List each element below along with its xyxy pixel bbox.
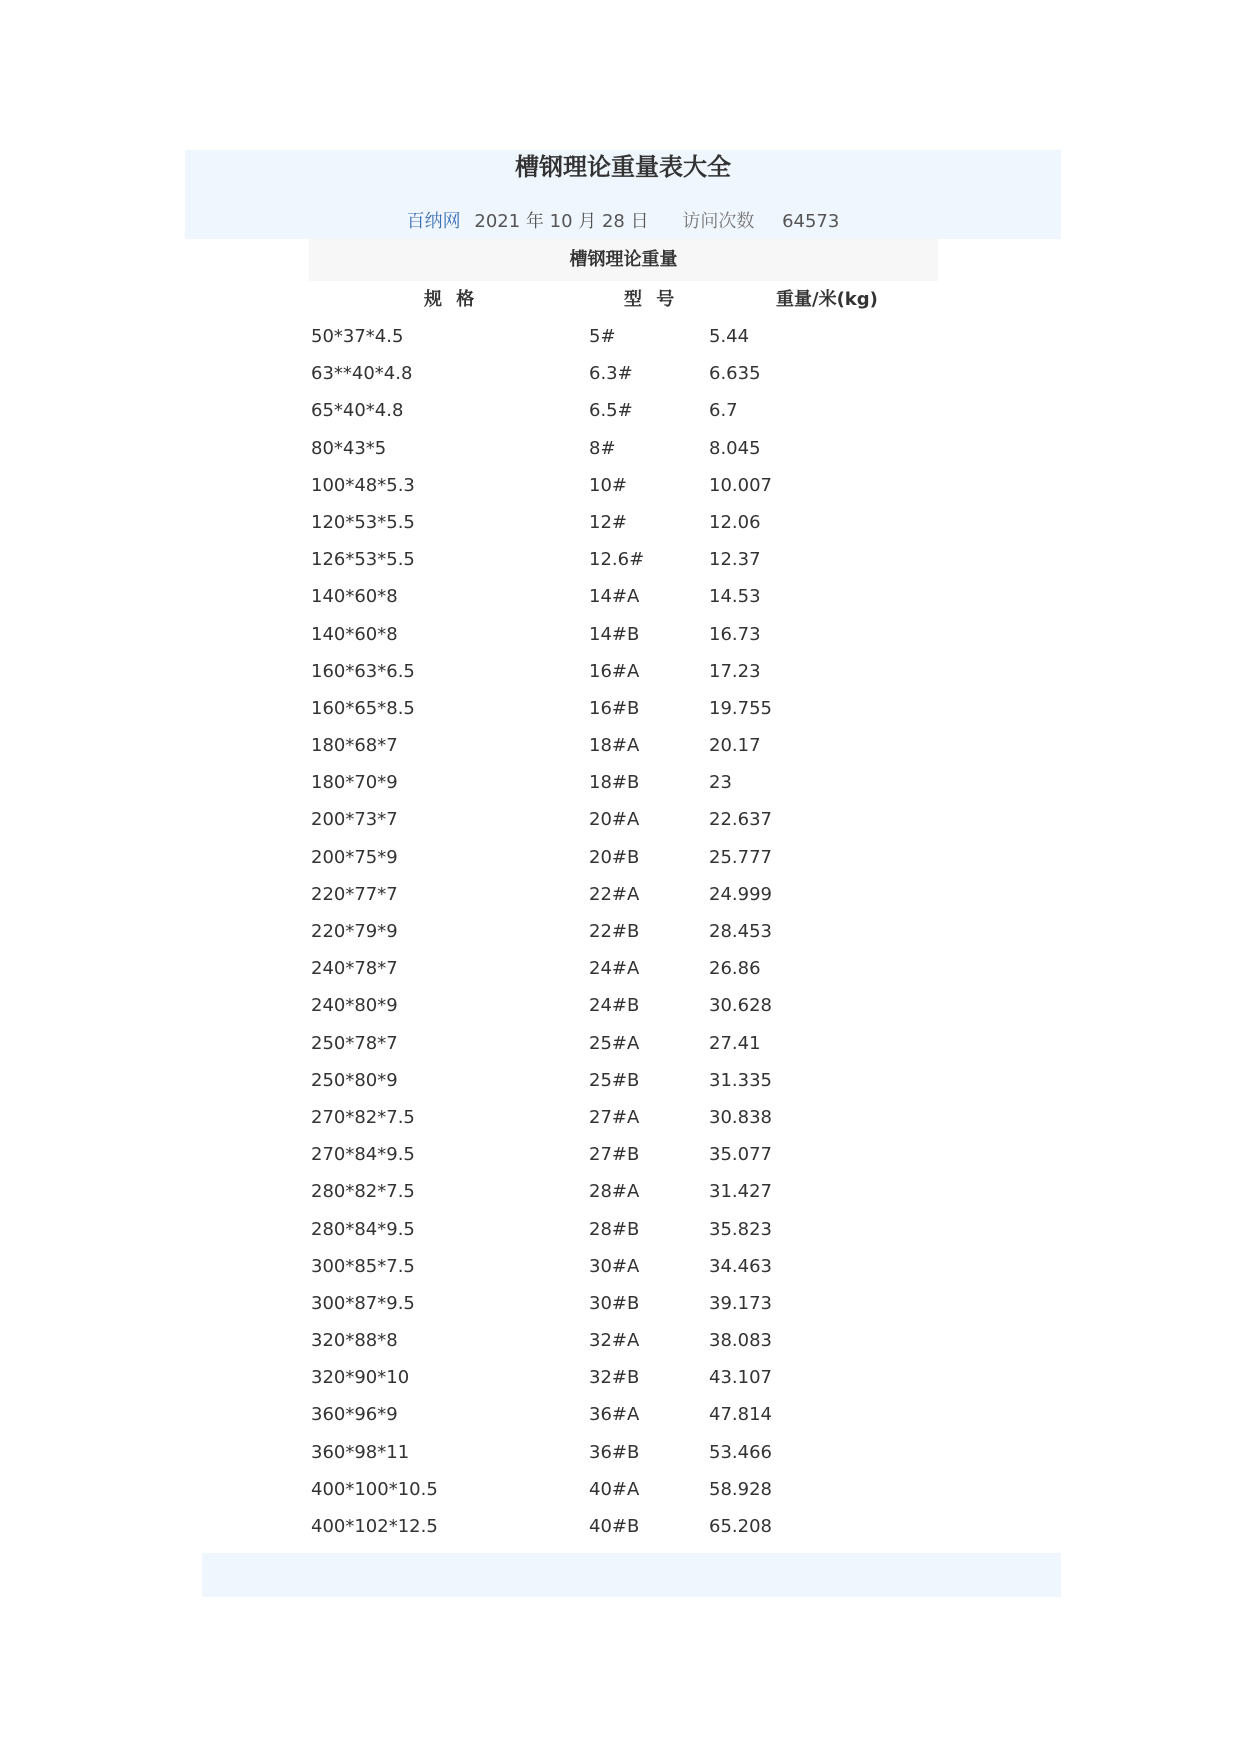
- table-row: [309, 876, 938, 913]
- cell-model: 22#B: [589, 921, 640, 942]
- cell-model: 36#B: [589, 1441, 640, 1463]
- table-row: [309, 987, 938, 1024]
- table-row: [309, 1248, 938, 1285]
- cell-spec: 270*84*9.5: [311, 1144, 415, 1166]
- cell-spec: 300*85*7.5: [311, 1255, 415, 1277]
- weight-table: [309, 239, 938, 1545]
- table-row: [309, 430, 938, 467]
- cell-model: 40#A: [589, 1478, 640, 1500]
- table-row: [309, 950, 938, 987]
- cell-weight: 28.453: [709, 921, 772, 942]
- cell-model: 24#B: [589, 995, 640, 1017]
- cell-weight: 5.44: [709, 326, 750, 347]
- cell-weight: 27.41: [709, 1032, 761, 1054]
- cell-model: 27#A: [589, 1106, 640, 1128]
- cell-weight: 38.083: [709, 1330, 772, 1352]
- cell-model: 22#A: [589, 883, 640, 905]
- table-row: [309, 1396, 938, 1433]
- table-row: [309, 1136, 938, 1173]
- cell-model: 32#A: [589, 1330, 640, 1352]
- cell-spec: 400*102*12.5: [311, 1516, 438, 1537]
- cell-weight: 23: [709, 772, 732, 794]
- table-row: [309, 764, 938, 801]
- cell-model: 20#B: [589, 846, 640, 868]
- cell-model: 6.3#: [589, 363, 633, 385]
- visits-count: 64573: [782, 211, 840, 232]
- cell-spec: 270*82*7.5: [311, 1106, 415, 1128]
- cell-weight: 47.814: [709, 1404, 772, 1426]
- cell-spec: 80*43*5: [311, 437, 387, 459]
- cell-model: 14#B: [589, 623, 640, 645]
- cell-spec: 65*40*4.8: [311, 400, 404, 422]
- cell-spec: 160*63*6.5: [311, 660, 415, 682]
- cell-weight: 31.335: [709, 1069, 772, 1091]
- cell-spec: 280*84*9.5: [311, 1218, 415, 1240]
- cell-spec: 180*68*7: [311, 735, 398, 757]
- cell-spec: 220*79*9: [311, 921, 398, 942]
- cell-weight: 35.077: [709, 1144, 772, 1166]
- cell-spec: 250*78*7: [311, 1032, 398, 1054]
- table-row: [309, 1285, 938, 1322]
- table-row: [309, 318, 938, 355]
- table-row: [309, 578, 938, 615]
- table-body: [309, 318, 938, 1545]
- cell-model: 12#: [589, 511, 627, 533]
- cell-spec: 140*60*8: [311, 623, 398, 645]
- cell-model: 18#B: [589, 772, 640, 794]
- cell-weight: 26.86: [709, 958, 761, 980]
- cell-weight: 53.466: [709, 1441, 772, 1463]
- cell-model: 18#A: [589, 735, 640, 757]
- table-row: [309, 653, 938, 690]
- header-model: 型 号: [624, 289, 679, 310]
- cell-spec: 126*53*5.5: [311, 549, 415, 571]
- cell-model: 28#B: [589, 1218, 640, 1240]
- table-row: [309, 392, 938, 429]
- source-link[interactable]: 百纳网: [406, 211, 461, 232]
- cell-weight: 58.928: [709, 1478, 772, 1500]
- cell-spec: 400*100*10.5: [311, 1478, 438, 1500]
- cell-weight: 39.173: [709, 1292, 772, 1314]
- cell-weight: 22.637: [709, 809, 772, 831]
- cell-spec: 360*98*11: [311, 1441, 410, 1463]
- cell-weight: 12.37: [709, 549, 761, 571]
- cell-weight: 14.53: [709, 586, 761, 608]
- table-row: [309, 541, 938, 578]
- cell-spec: 63**40*4.8: [311, 363, 413, 385]
- cell-spec: 300*87*9.5: [311, 1292, 415, 1314]
- table-row: [309, 1099, 938, 1136]
- cell-weight: 17.23: [709, 660, 761, 682]
- cell-spec: 280*82*7.5: [311, 1181, 415, 1203]
- cell-spec: 250*80*9: [311, 1069, 398, 1091]
- cell-model: 8#: [589, 437, 616, 459]
- table-row: [309, 355, 938, 392]
- cell-model: 12.6#: [589, 549, 645, 571]
- footer-band: [202, 1553, 1061, 1597]
- cell-model: 10#: [589, 474, 627, 496]
- cell-model: 24#A: [589, 958, 640, 980]
- cell-model: 6.5#: [589, 400, 633, 422]
- cell-weight: 6.635: [709, 363, 761, 385]
- cell-spec: 180*70*9: [311, 772, 398, 794]
- table-row: [309, 1471, 938, 1508]
- table-row: [309, 616, 938, 653]
- article-meta: [185, 208, 1061, 236]
- cell-model: 36#A: [589, 1404, 640, 1426]
- cell-weight: 12.06: [709, 511, 761, 533]
- cell-model: 27#B: [589, 1144, 640, 1166]
- cell-weight: 30.838: [709, 1106, 772, 1128]
- cell-weight: 30.628: [709, 995, 772, 1017]
- cell-spec: 50*37*4.5: [311, 326, 404, 347]
- cell-spec: 320*90*10: [311, 1367, 410, 1389]
- cell-spec: 160*65*8.5: [311, 697, 415, 719]
- cell-weight: 24.999: [709, 883, 772, 905]
- cell-model: 32#B: [589, 1367, 640, 1389]
- cell-weight: 43.107: [709, 1367, 772, 1389]
- table-row: [309, 1173, 938, 1210]
- table-row: [309, 467, 938, 504]
- cell-spec: 360*96*9: [311, 1404, 398, 1426]
- cell-spec: 240*80*9: [311, 995, 398, 1017]
- cell-weight: 10.007: [709, 474, 772, 496]
- table-row: [309, 1508, 938, 1545]
- table-caption: 槽钢理论重量: [309, 239, 938, 281]
- cell-weight: 8.045: [709, 437, 761, 459]
- table-row: [309, 1434, 938, 1471]
- table-row: [309, 1062, 938, 1099]
- cell-model: 16#B: [589, 697, 640, 719]
- page-title: 槽钢理论重量表大全: [515, 153, 731, 181]
- cell-spec: 320*88*8: [311, 1330, 398, 1352]
- cell-spec: 120*53*5.5: [311, 511, 415, 533]
- table-row: [309, 690, 938, 727]
- cell-model: 25#B: [589, 1069, 640, 1091]
- table-row: [309, 1322, 938, 1359]
- cell-model: 30#A: [589, 1255, 640, 1277]
- cell-weight: 35.823: [709, 1218, 772, 1240]
- table-header-row: [309, 281, 938, 318]
- table-row: [309, 1359, 938, 1396]
- table-row: [309, 1211, 938, 1248]
- cell-spec: 200*75*9: [311, 846, 398, 868]
- cell-weight: 31.427: [709, 1181, 772, 1203]
- cell-model: 25#A: [589, 1032, 640, 1054]
- cell-spec: 240*78*7: [311, 958, 398, 980]
- cell-spec: 100*48*5.3: [311, 474, 415, 496]
- table-row: [309, 504, 938, 541]
- cell-model: 5#: [589, 326, 616, 347]
- cell-spec: 140*60*8: [311, 586, 398, 608]
- header-weight: 重量/米(kg): [776, 289, 878, 310]
- cell-model: 30#B: [589, 1292, 640, 1314]
- publish-date: 2021 年 10 月 28 日: [474, 211, 649, 232]
- cell-spec: 200*73*7: [311, 809, 398, 831]
- table-row: [309, 839, 938, 876]
- visits-label: 访问次数: [682, 211, 755, 232]
- cell-weight: 65.208: [709, 1516, 772, 1537]
- table-row: [309, 1025, 938, 1062]
- header-spec: 规 格: [424, 289, 479, 310]
- cell-weight: 19.755: [709, 697, 772, 719]
- cell-model: 20#A: [589, 809, 640, 831]
- cell-spec: 220*77*7: [311, 883, 398, 905]
- cell-model: 14#A: [589, 586, 640, 608]
- cell-model: 16#A: [589, 660, 640, 682]
- cell-weight: 16.73: [709, 623, 761, 645]
- table-row: [309, 727, 938, 764]
- table-row: [309, 801, 938, 838]
- cell-model: 40#B: [589, 1516, 640, 1537]
- cell-weight: 25.777: [709, 846, 772, 868]
- cell-weight: 34.463: [709, 1255, 772, 1277]
- cell-weight: 6.7: [709, 400, 738, 422]
- table-row: [309, 913, 938, 950]
- cell-model: 28#A: [589, 1181, 640, 1203]
- cell-weight: 20.17: [709, 735, 761, 757]
